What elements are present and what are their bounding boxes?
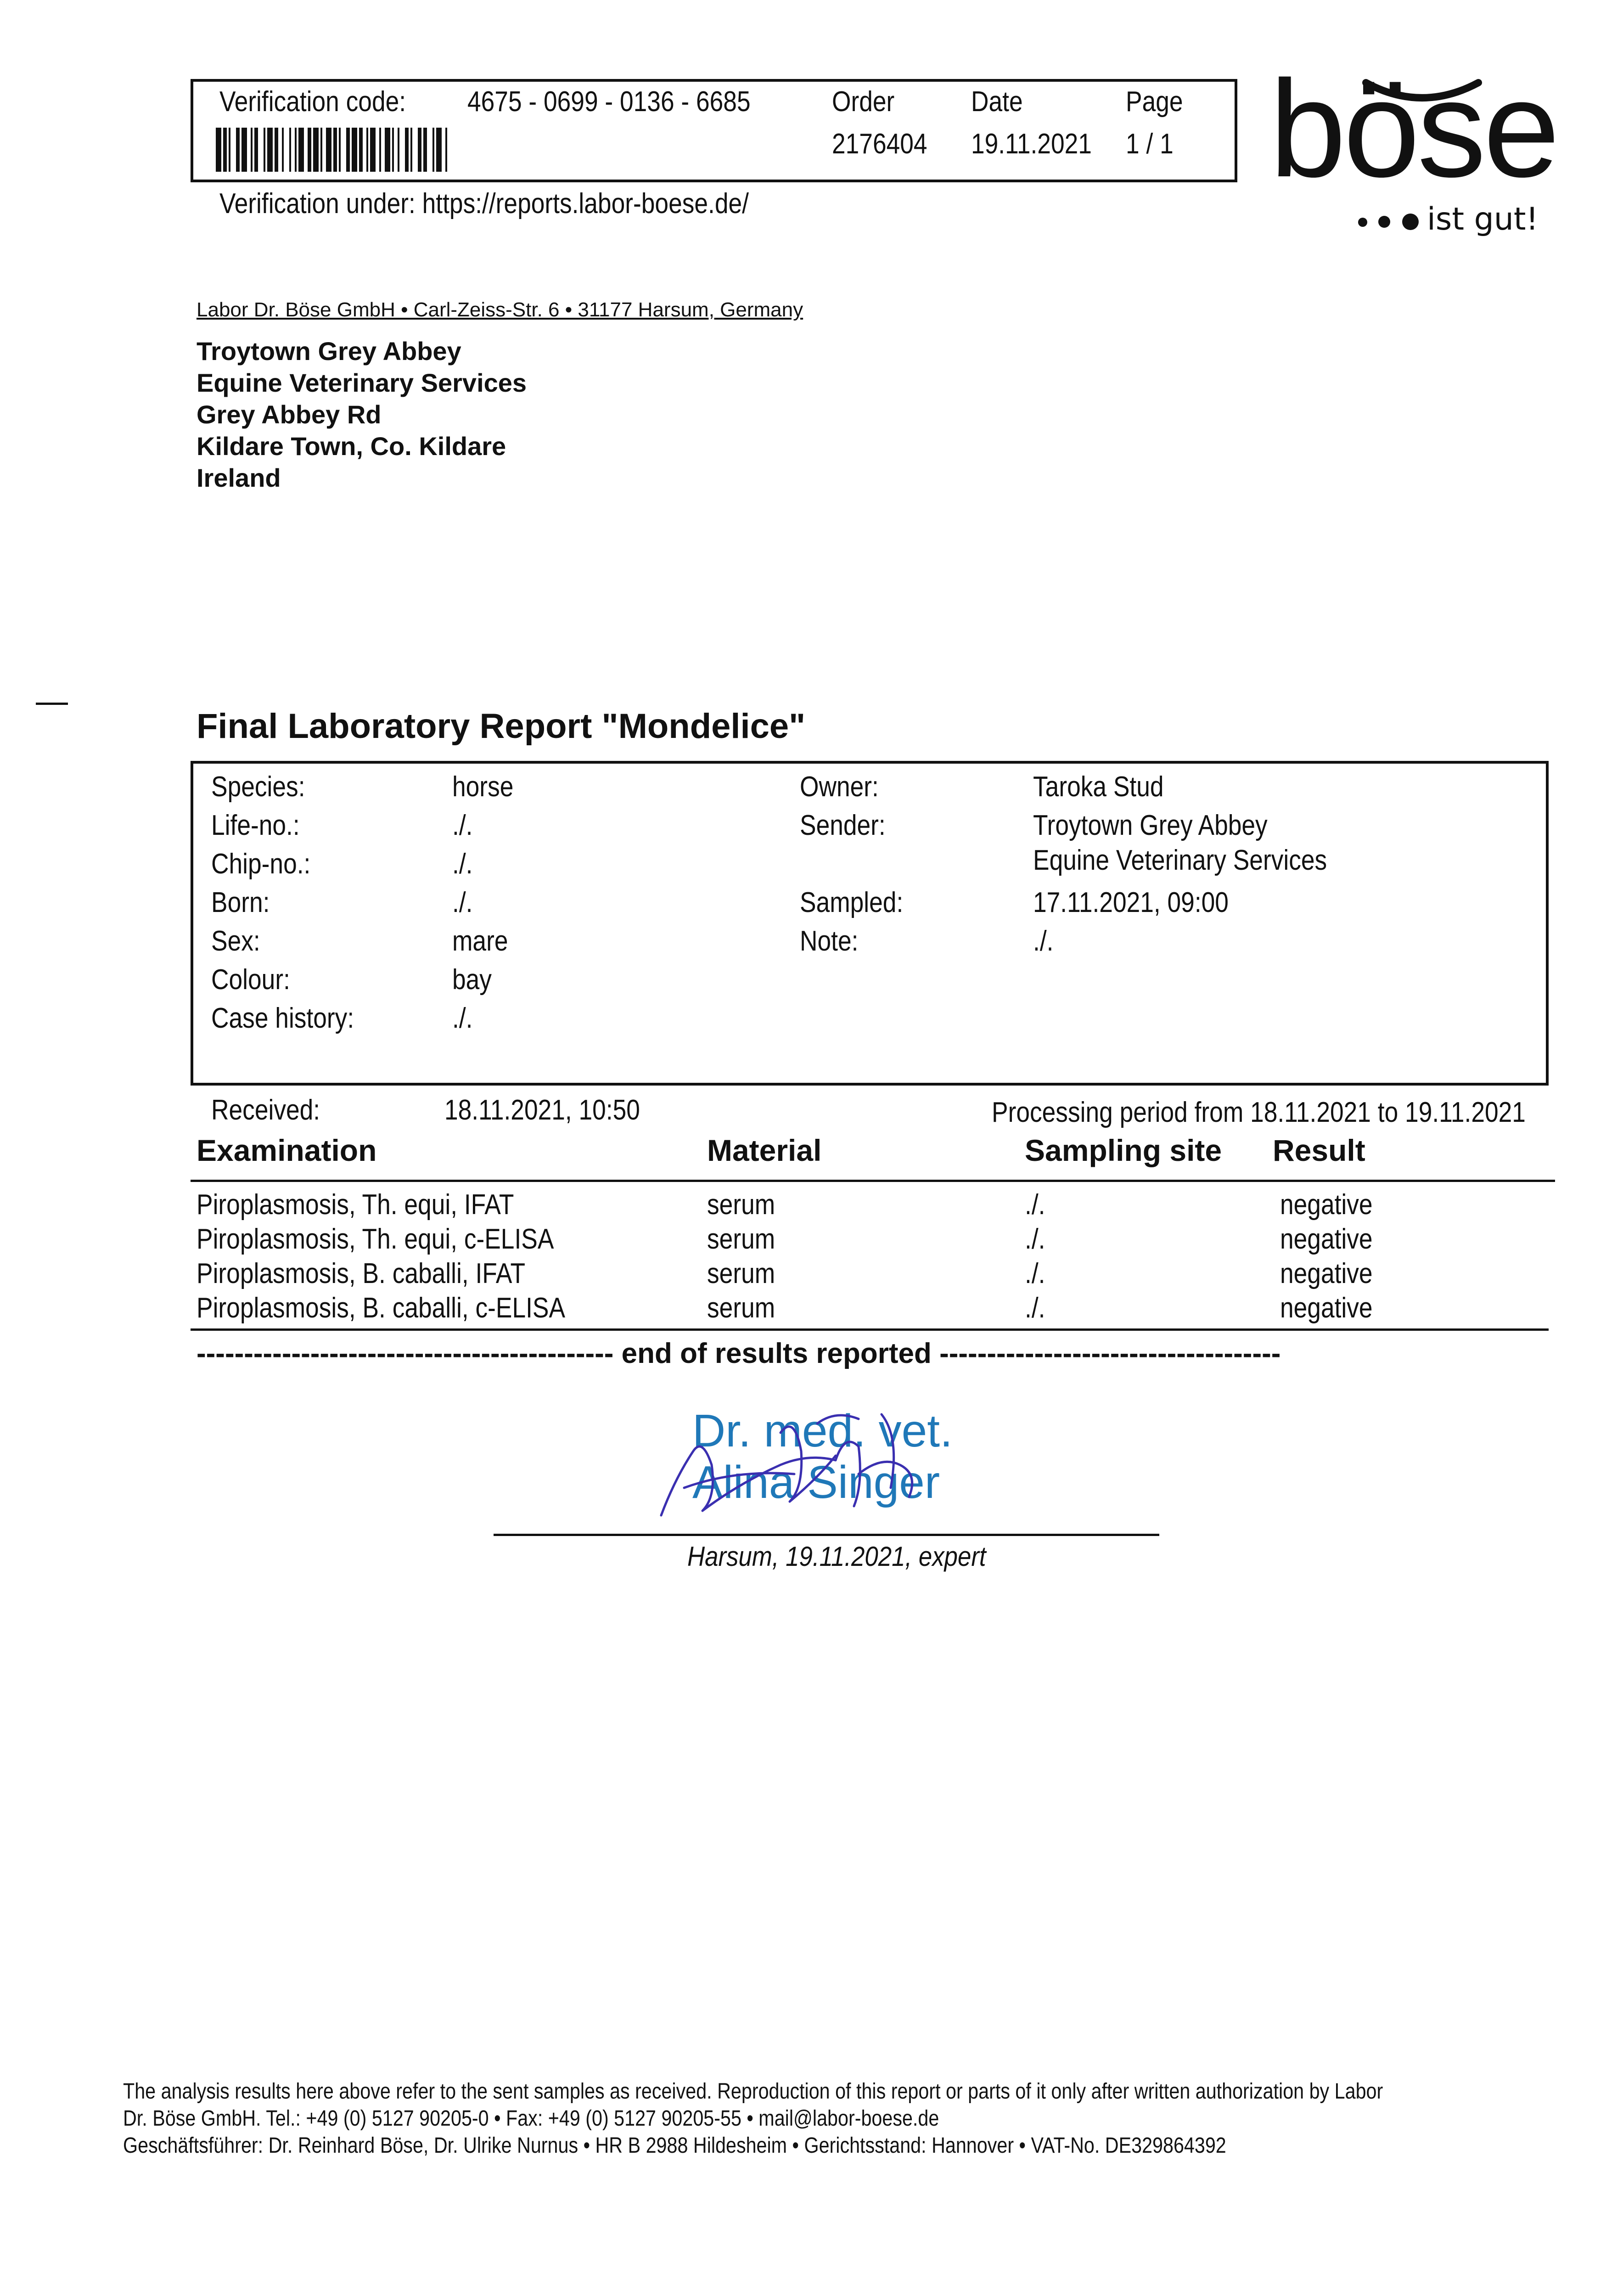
- sampled-label: Sampled:: [800, 887, 904, 918]
- logo-tagline: ist gut!: [1427, 201, 1539, 237]
- date-label: Date: [971, 86, 1023, 118]
- verification-label: Verification code:: [219, 86, 406, 118]
- life-no-label: Life-no.:: [211, 810, 300, 841]
- logo-smile-icon: [1361, 77, 1483, 109]
- signature-caption: Harsum, 19.11.2021, expert: [687, 1541, 986, 1572]
- sender-value-line-2: Equine Veterinary Services: [1033, 844, 1327, 876]
- case-history-value: ./.: [452, 1002, 473, 1034]
- sender-return-address: Labor Dr. Böse GmbH • Carl-Zeiss-Str. 6 • 31177 Harsum, Germany: [197, 298, 803, 321]
- sender-value-line-1: Troytown Grey Abbey: [1033, 810, 1268, 841]
- column-header-result: Result: [1273, 1133, 1365, 1167]
- signature-line: [494, 1534, 1159, 1536]
- footer-line: The analysis results here above refer to the sent samples as received. Reproduction of this report or parts of it only after written authorization by Labor: [123, 2079, 1383, 2104]
- note-label: Note:: [800, 925, 859, 957]
- examination-cell: Piroplasmosis, B. caballi, c-ELISA: [197, 1292, 566, 1324]
- note-value: ./.: [1033, 925, 1054, 957]
- date-value: 19.11.2021: [971, 128, 1092, 160]
- result-cell: negative: [1280, 1189, 1373, 1221]
- sex-label: Sex:: [211, 925, 260, 957]
- received-label: Received:: [211, 1094, 320, 1126]
- life-no-value: ./.: [452, 810, 473, 841]
- verification-code: 4675 - 0699 - 0136 - 6685: [467, 86, 751, 118]
- verification-url[interactable]: Verification under: https://reports.labor-boese.de/: [219, 188, 749, 219]
- material-cell: serum: [707, 1189, 775, 1221]
- sampling-site-cell: ./.: [1025, 1189, 1045, 1221]
- material-cell: serum: [707, 1292, 775, 1324]
- order-label: Order: [832, 86, 895, 118]
- footer: [123, 2078, 1383, 2159]
- address-line: Equine Veterinary Services: [197, 368, 527, 397]
- table-bottom-rule: [191, 1328, 1549, 1331]
- page-label: Page: [1126, 86, 1183, 118]
- column-header-examination: Examination: [197, 1133, 377, 1167]
- address-line: Ireland: [197, 463, 281, 492]
- chip-no-value: ./.: [452, 848, 473, 880]
- column-header-sampling-site: Sampling site: [1025, 1133, 1222, 1167]
- footer-line: Dr. Böse GmbH. Tel.: +49 (0) 5127 90205-0 • Fax: +49 (0) 5127 90205-55 • mail@labor-boese.de: [123, 2106, 939, 2131]
- material-cell: serum: [707, 1258, 775, 1289]
- examination-cell: Piroplasmosis, Th. equi, c-ELISA: [197, 1223, 554, 1255]
- colour-label: Colour:: [211, 964, 290, 996]
- processing-period: Processing period from 18.11.2021 to 19.11.2021: [992, 1097, 1526, 1128]
- species-value: horse: [452, 771, 514, 803]
- examination-cell: Piroplasmosis, B. caballi, IFAT: [197, 1258, 526, 1289]
- report-title: Final Laboratory Report "Mondelice": [197, 707, 806, 746]
- page-value: 1 / 1: [1126, 128, 1174, 160]
- sex-value: mare: [452, 925, 508, 957]
- sampled-value: 17.11.2021, 09:00: [1033, 887, 1229, 918]
- table-header-rule: [191, 1180, 1555, 1182]
- colour-value: bay: [452, 964, 492, 996]
- result-cell: negative: [1280, 1258, 1373, 1289]
- sampling-site-cell: ./.: [1025, 1292, 1045, 1324]
- barcode-icon: [216, 128, 553, 172]
- material-cell: serum: [707, 1223, 775, 1255]
- received-value: 18.11.2021, 10:50: [444, 1094, 640, 1126]
- address-line: Grey Abbey Rd: [197, 400, 382, 429]
- owner-value: Taroka Stud: [1033, 771, 1164, 803]
- owner-label: Owner:: [800, 771, 879, 803]
- result-cell: negative: [1280, 1223, 1373, 1255]
- born-label: Born:: [211, 887, 270, 918]
- sender-label: Sender:: [800, 810, 886, 841]
- species-label: Species:: [211, 771, 305, 803]
- sampling-site-cell: ./.: [1025, 1258, 1045, 1289]
- result-cell: negative: [1280, 1292, 1373, 1324]
- fold-mark: [36, 703, 68, 705]
- handwritten-signature-icon: [643, 1396, 946, 1534]
- examination-cell: Piroplasmosis, Th. equi, IFAT: [197, 1189, 514, 1221]
- address-line: Kildare Town, Co. Kildare: [197, 432, 506, 461]
- stamp-name: Alina Singer: [692, 1457, 940, 1508]
- address-line: Troytown Grey Abbey: [197, 337, 461, 366]
- chip-no-label: Chip-no.:: [211, 848, 311, 880]
- end-of-results-line: -------------------------------------------- end of results reported ------------------------------------: [197, 1338, 1281, 1369]
- recipient-address: [197, 335, 527, 494]
- order-value: 2176404: [832, 128, 927, 160]
- stamp-title: Dr. med. vet.: [692, 1405, 953, 1457]
- column-header-material: Material: [707, 1133, 822, 1167]
- footer-line: Geschäftsführer: Dr. Reinhard Böse, Dr. Ulrike Nurnus • HR B 2988 Hildesheim • Gerichtsstand: Hannover • VAT-No. DE329864392: [123, 2133, 1226, 2158]
- born-value: ./.: [452, 887, 473, 918]
- case-history-label: Case history:: [211, 1002, 354, 1034]
- sampling-site-cell: ./.: [1025, 1223, 1045, 1255]
- logo-wordmark: böse: [1269, 51, 1557, 206]
